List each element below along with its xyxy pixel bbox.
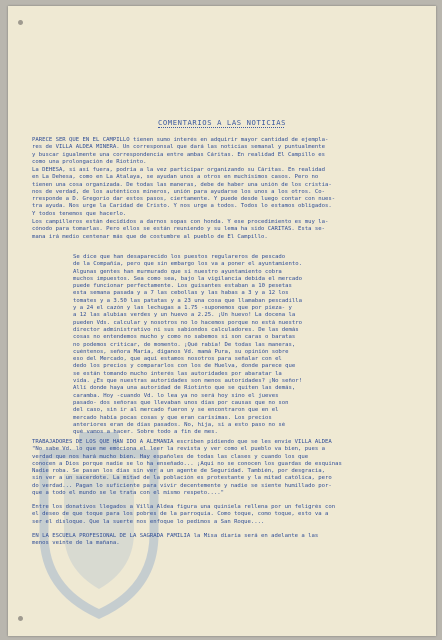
paragraph-dehesa	[32, 167, 335, 218]
text-line: Los campilleros están decididos a darnos sopas con honda. Y ese procedimiento es muy la-	[32, 219, 329, 225]
text-line: tra ayuda. Nos urge la Caridad de Cristo. Y nos urge a todos. Todos lo estamos obligados.	[32, 203, 332, 210]
text-line: Allí donde haya una autoridad de Riotinto que se quiten las demás,	[73, 385, 296, 392]
text-line: PARECE SER QUE EN EL CAMPILLO tienen sumo interés en adquirir mayor cantidad de ejempla-	[32, 137, 329, 143]
text-line: no podemos criticar, de momento. ¡Qué rabia! De todas las maneras,	[73, 341, 296, 348]
text-line: Y todos tenemos que hacerlo.	[32, 210, 127, 217]
text-line: como una prolongación de Riotinto.	[32, 158, 147, 165]
paragraph-quiniela	[32, 504, 335, 526]
text-line: dedo los precios y compararlos con los de Huelva, donde parece que	[73, 363, 296, 370]
text-line: tomates y a 3.50 las patatas y a 23 una cosa que llamaban pescadilla	[73, 297, 303, 304]
text-line: caramba. Hoy -cuando Vd. lo lea ya no será hoy sino el jueves	[73, 392, 279, 399]
document-page	[8, 6, 436, 636]
text-line: puede funcionar perfectamente. Los guisantes estaban a 10 pesetas	[73, 283, 292, 290]
text-line: se están tomando mucho interés las autoridades por abaratar la	[73, 370, 282, 377]
text-line: pasado- dos señoras que llevaban unos días por causas que no son	[73, 399, 289, 406]
punch-hole	[18, 20, 23, 25]
text-line: del caso, sin ir al mercado fueron y se encontraron que en el	[73, 407, 279, 414]
text-line: tienen una cosa organizada. De todas las maneras, debe de haber una unión de los cristia-	[32, 181, 332, 188]
text-line: verdad que nos hará mucho bien. Hay españoles de todas las clases y cuando los que	[32, 453, 309, 460]
text-line: vida. ¿Es que nuestras autoridades son menos autoridades? ¡No señor!	[73, 378, 303, 385]
text-line: La DEHESA, si así fuera, podría a la vez participar organizando su Cáritas. En realidad	[32, 167, 325, 173]
text-line: do verdad... Pagan lo suficiente para vivir decentemente y nadie se siente humillado por-	[32, 482, 332, 489]
page-title: COMENTARIOS A LAS NOTICIAS	[157, 118, 287, 127]
paragraph-escuela	[32, 533, 318, 548]
text-line: sin ver a un sacerdote. La mitad de la población es protestante y la mitad católica, pero	[32, 475, 332, 482]
text-line: menos veinte de la mañana.	[32, 540, 120, 547]
text-line: director administrativo ni sus sabiondos calculadores. De las demás	[73, 326, 299, 333]
title-underline	[158, 127, 284, 128]
text-line: cuéntenos, señora María, díganos Vd. mamá Pura, su opinión sobre	[73, 348, 289, 355]
text-line: el deseo de que toque para los pobres de la parroquia. Como toque, como toque, esto va a	[32, 511, 329, 518]
text-line: pueden Vds. calcular y nosotros no lo hacemos porque no está nuestro	[73, 319, 303, 326]
text-line: eso del Mercado, que aquí estamos nosotros para señalar con el	[73, 356, 282, 363]
text-line: cosas no entendemos mucho y como no sabemos si son caras o baratas	[73, 334, 296, 341]
text-line: y buscar igualmente una correspondencia entre ambas Cáritas. En realidad El Campillo es	[32, 151, 325, 158]
text-line: "No sabe Vd. lo que me emociona el leer la revista y ver como el pueblo va bien, pues a	[32, 446, 325, 453]
text-line: res de VILLA ALDEA MINERA. Un corresponsal que dará las noticias semanal y puntualmente	[32, 144, 325, 151]
paragraph-alemania	[32, 439, 342, 497]
text-line: TRABAJADORES DE LOS QUE HAN IDO A ALEMANIA escriben pidiendo que se les envíe VILLA ALDEA	[32, 439, 332, 445]
text-line: Entre los donativos llegados a Villa Aldea figura una quiniela rellena por un feligrés con	[32, 504, 336, 510]
text-line: en La Dehesa, como en La Atalaya, se ayudan unos a otros en muchísimos casos. Pero no	[32, 174, 319, 181]
text-line: Nadie roba. Se pasan los días sin ver a un agente de Seguridad. También, por desgracia,	[32, 468, 325, 475]
text-line: muchos impuestos. Sea como sea, bajo la vigilancia debida el mercado	[73, 275, 303, 282]
text-line: nos de verdad, de los auténticos mineros, unión para ayudarse los unos a los otros. Co-	[32, 188, 325, 195]
text-line: anteriores eran de días pasados. No, hija, si a esto paso no sé	[73, 421, 286, 428]
text-line: cónodo para tomarlas. Pero ellos se están reuniendo y su lema ha sido CARITAS. Esta se-	[32, 226, 325, 233]
text-line: conocen a Dios porque nadie se lo ha enseñado... ¡Aquí no se conocen los guardas de esquinas	[32, 460, 342, 467]
text-line: Algunas gentes han murmurado que si nuestro ayuntamiento cobra	[73, 268, 282, 275]
paragraph-campilleros	[32, 219, 328, 241]
text-line: que a todo el mundo se le trata con el mismo respeto...."	[32, 490, 224, 497]
text-line: mercado había pocas cosas y que eran carísimas. Los precios	[73, 414, 272, 421]
text-line: EN LA ESCUELA PROFESIONAL DE LA SAGRADA FAMILIA la Misa diaria será en adelante a las	[32, 533, 319, 539]
text-line: Se dice que han desaparecido los puestos regulareros de pescado	[73, 254, 286, 260]
text-line: ser el disloque. Que la suerte nos enfoque lo pedimos a San Roque....	[32, 518, 265, 525]
text-line: qué vamos a hacer. Sobre todo a fin de mes.	[73, 429, 218, 436]
punch-hole	[18, 616, 23, 621]
text-line: de la Compañía, pero que sin embargo los va a poner el ayuntamiento.	[73, 261, 303, 268]
text-line: a 12 las alubias verdes y un huevo a 2.25. ¡Un huevo! La docena la	[73, 312, 296, 319]
text-line: rresponde a D. Gregorio dar estos pasos, ciertamente. Y puede desde luego contar con nues-	[32, 196, 336, 203]
text-line: mana irá medio centenar más que de costumbre al pueblo de El Campillo.	[32, 233, 268, 240]
text-line: y a 24 el cazón y las lechugas a 1.75 -suponemos que por pieza- y	[73, 305, 292, 312]
text-line: esta semana pasada y a 7 las cebollas y las habas a 3 y a 12 los	[73, 290, 289, 297]
paragraph-mercado	[73, 254, 302, 436]
paragraph-campillo	[32, 137, 328, 166]
